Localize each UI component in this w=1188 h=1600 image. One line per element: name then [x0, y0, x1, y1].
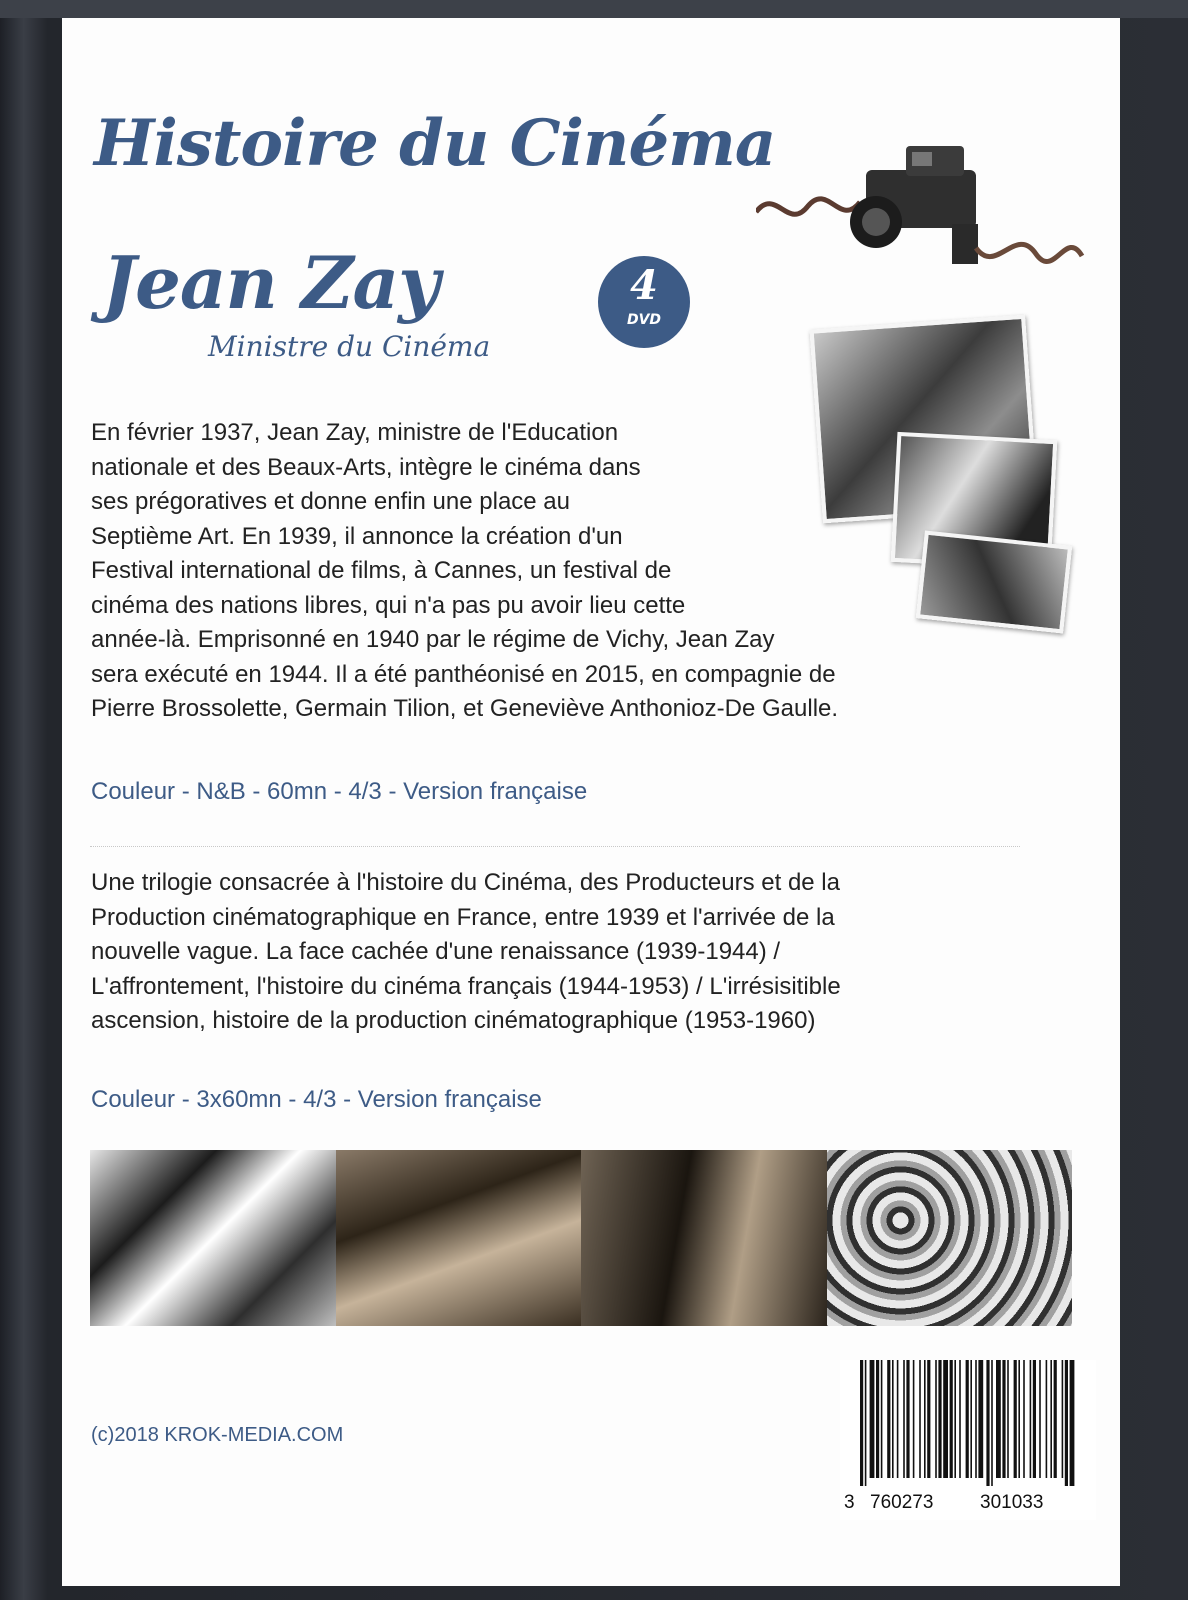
- barcode-bar: [1054, 1360, 1057, 1478]
- text-line: Septième Art. En 1939, il annonce la création d'un: [91, 522, 623, 550]
- barcode-bar: [935, 1360, 937, 1478]
- copyright: (c)2018 KROK-MEDIA.COM: [91, 1424, 344, 1446]
- disc-count: 4: [630, 262, 658, 309]
- barcode-bar: [954, 1360, 956, 1478]
- dvd-logo: DVD: [626, 312, 662, 328]
- barcode-bar: [950, 1360, 953, 1478]
- barcode-bar: [913, 1360, 915, 1478]
- barcode-bar: [943, 1360, 948, 1478]
- text-line: sera exécuté en 1944. Il a été panthéonisé en 2015, en compagnie de: [91, 660, 836, 688]
- text-line: L'affrontement, l'histoire du cinéma français (1944-1953) / L'irrésisitible: [91, 972, 841, 1000]
- photo-portrait: [916, 531, 1072, 634]
- text-line: Festival international de films, à Cannes, un festival de: [91, 557, 672, 584]
- subtitle: Ministre du Cinéma: [208, 330, 491, 363]
- barcode-bar: [1050, 1360, 1052, 1478]
- description-jean-zay: [91, 416, 838, 727]
- photo-crowd: [336, 1150, 582, 1326]
- text-line: nouvelle vague. La face cachée d'une renaissance (1939-1944) /: [91, 938, 781, 965]
- photo-speech: [90, 1150, 336, 1326]
- barcode-bar: [1023, 1360, 1025, 1478]
- title-line-2: Jean Zay: [102, 240, 439, 325]
- barcode-bar: [1007, 1360, 1009, 1478]
- barcode-digits-3: 301033: [980, 1492, 1044, 1513]
- barcode-bar: [986, 1360, 989, 1486]
- barcode-bar: [1014, 1360, 1017, 1478]
- text-line: cinéma des nations libres, qui n'a pas pu avoir lieu cette: [91, 591, 686, 619]
- barcode-bar: [1018, 1360, 1020, 1478]
- barcode-bar: [892, 1360, 894, 1478]
- barcode-bars: [860, 1360, 1078, 1486]
- back-cover: [62, 18, 1120, 1586]
- barcode-bar: [1062, 1360, 1064, 1478]
- barcode-bar: [959, 1360, 961, 1478]
- barcode-bar: [966, 1360, 969, 1478]
- film-camera-icon: [756, 136, 1086, 286]
- barcode-bar: [978, 1360, 983, 1478]
- photo-film-reels: [827, 1150, 1073, 1326]
- barcode-bar: [903, 1360, 905, 1478]
- text-line: Production cinématographique en France, entre 1939 et l'arrivée de la: [91, 903, 835, 931]
- title-line-1: Histoire du Cinéma: [94, 106, 776, 181]
- barcode-bar: [919, 1360, 921, 1478]
- barcode-bar: [927, 1360, 930, 1478]
- barcode-bar: [887, 1360, 890, 1478]
- text-line: Pierre Brossolette, Germain Tilion, et Geneviève Anthonioz-De Gaulle.: [91, 695, 839, 722]
- text-line: nationale et des Beaux-Arts, intègre le cinéma dans: [91, 453, 641, 481]
- barcode-digits-2: 760273: [870, 1492, 934, 1513]
- barcode-bar: [906, 1360, 909, 1478]
- barcode-bar: [1039, 1360, 1041, 1478]
- barcode-bar: [865, 1360, 867, 1486]
- text-line: En février 1937, Jean Zay, ministre de l'Education: [91, 419, 619, 446]
- barcode-bar: [924, 1360, 926, 1478]
- barcode-bar: [860, 1360, 863, 1486]
- barcode-bar: [970, 1360, 972, 1478]
- photo-strip: [90, 1150, 1072, 1326]
- barcode-bar: [1070, 1360, 1075, 1486]
- barcode-bar: [1046, 1360, 1048, 1478]
- barcode-digit-1: 3: [844, 1492, 855, 1513]
- barcode-bar: [938, 1360, 941, 1478]
- case-top-edge: [0, 0, 1188, 18]
- barcode-bar: [881, 1360, 883, 1478]
- barcode-bar: [870, 1360, 875, 1478]
- divider: [90, 846, 1020, 847]
- barcode-bar: [996, 1360, 1001, 1478]
- barcode: [840, 1360, 1096, 1520]
- disc-count-badge: [598, 256, 690, 348]
- text-line: ascension, histoire de la production cinématographique (1953-1960): [91, 1007, 816, 1034]
- barcode-bar: [1030, 1360, 1032, 1478]
- text-line: année-là. Emprisonné en 1940 par le régime de Vichy, Jean Zay: [91, 626, 775, 653]
- description-trilogy: [91, 866, 841, 1039]
- barcode-bar: [1065, 1360, 1068, 1486]
- barcode-bar: [897, 1360, 899, 1478]
- barcode-bar: [975, 1360, 977, 1478]
- barcode-bar: [991, 1360, 993, 1486]
- text-line: ses prégoratives et donne enfin une place au: [91, 488, 571, 515]
- specs-trilogy: Couleur - 3x60mn - 4/3 - Version française: [91, 1086, 542, 1113]
- photo-projector: [581, 1150, 827, 1326]
- barcode-bar: [876, 1360, 879, 1478]
- specs-film-1: Couleur - N&B - 60mn - 4/3 - Version française: [91, 778, 588, 805]
- text-line: Une trilogie consacrée à l'histoire du Cinéma, des Producteurs et de la: [91, 869, 840, 896]
- barcode-bar: [1033, 1360, 1036, 1478]
- barcode-bar: [1002, 1360, 1005, 1478]
